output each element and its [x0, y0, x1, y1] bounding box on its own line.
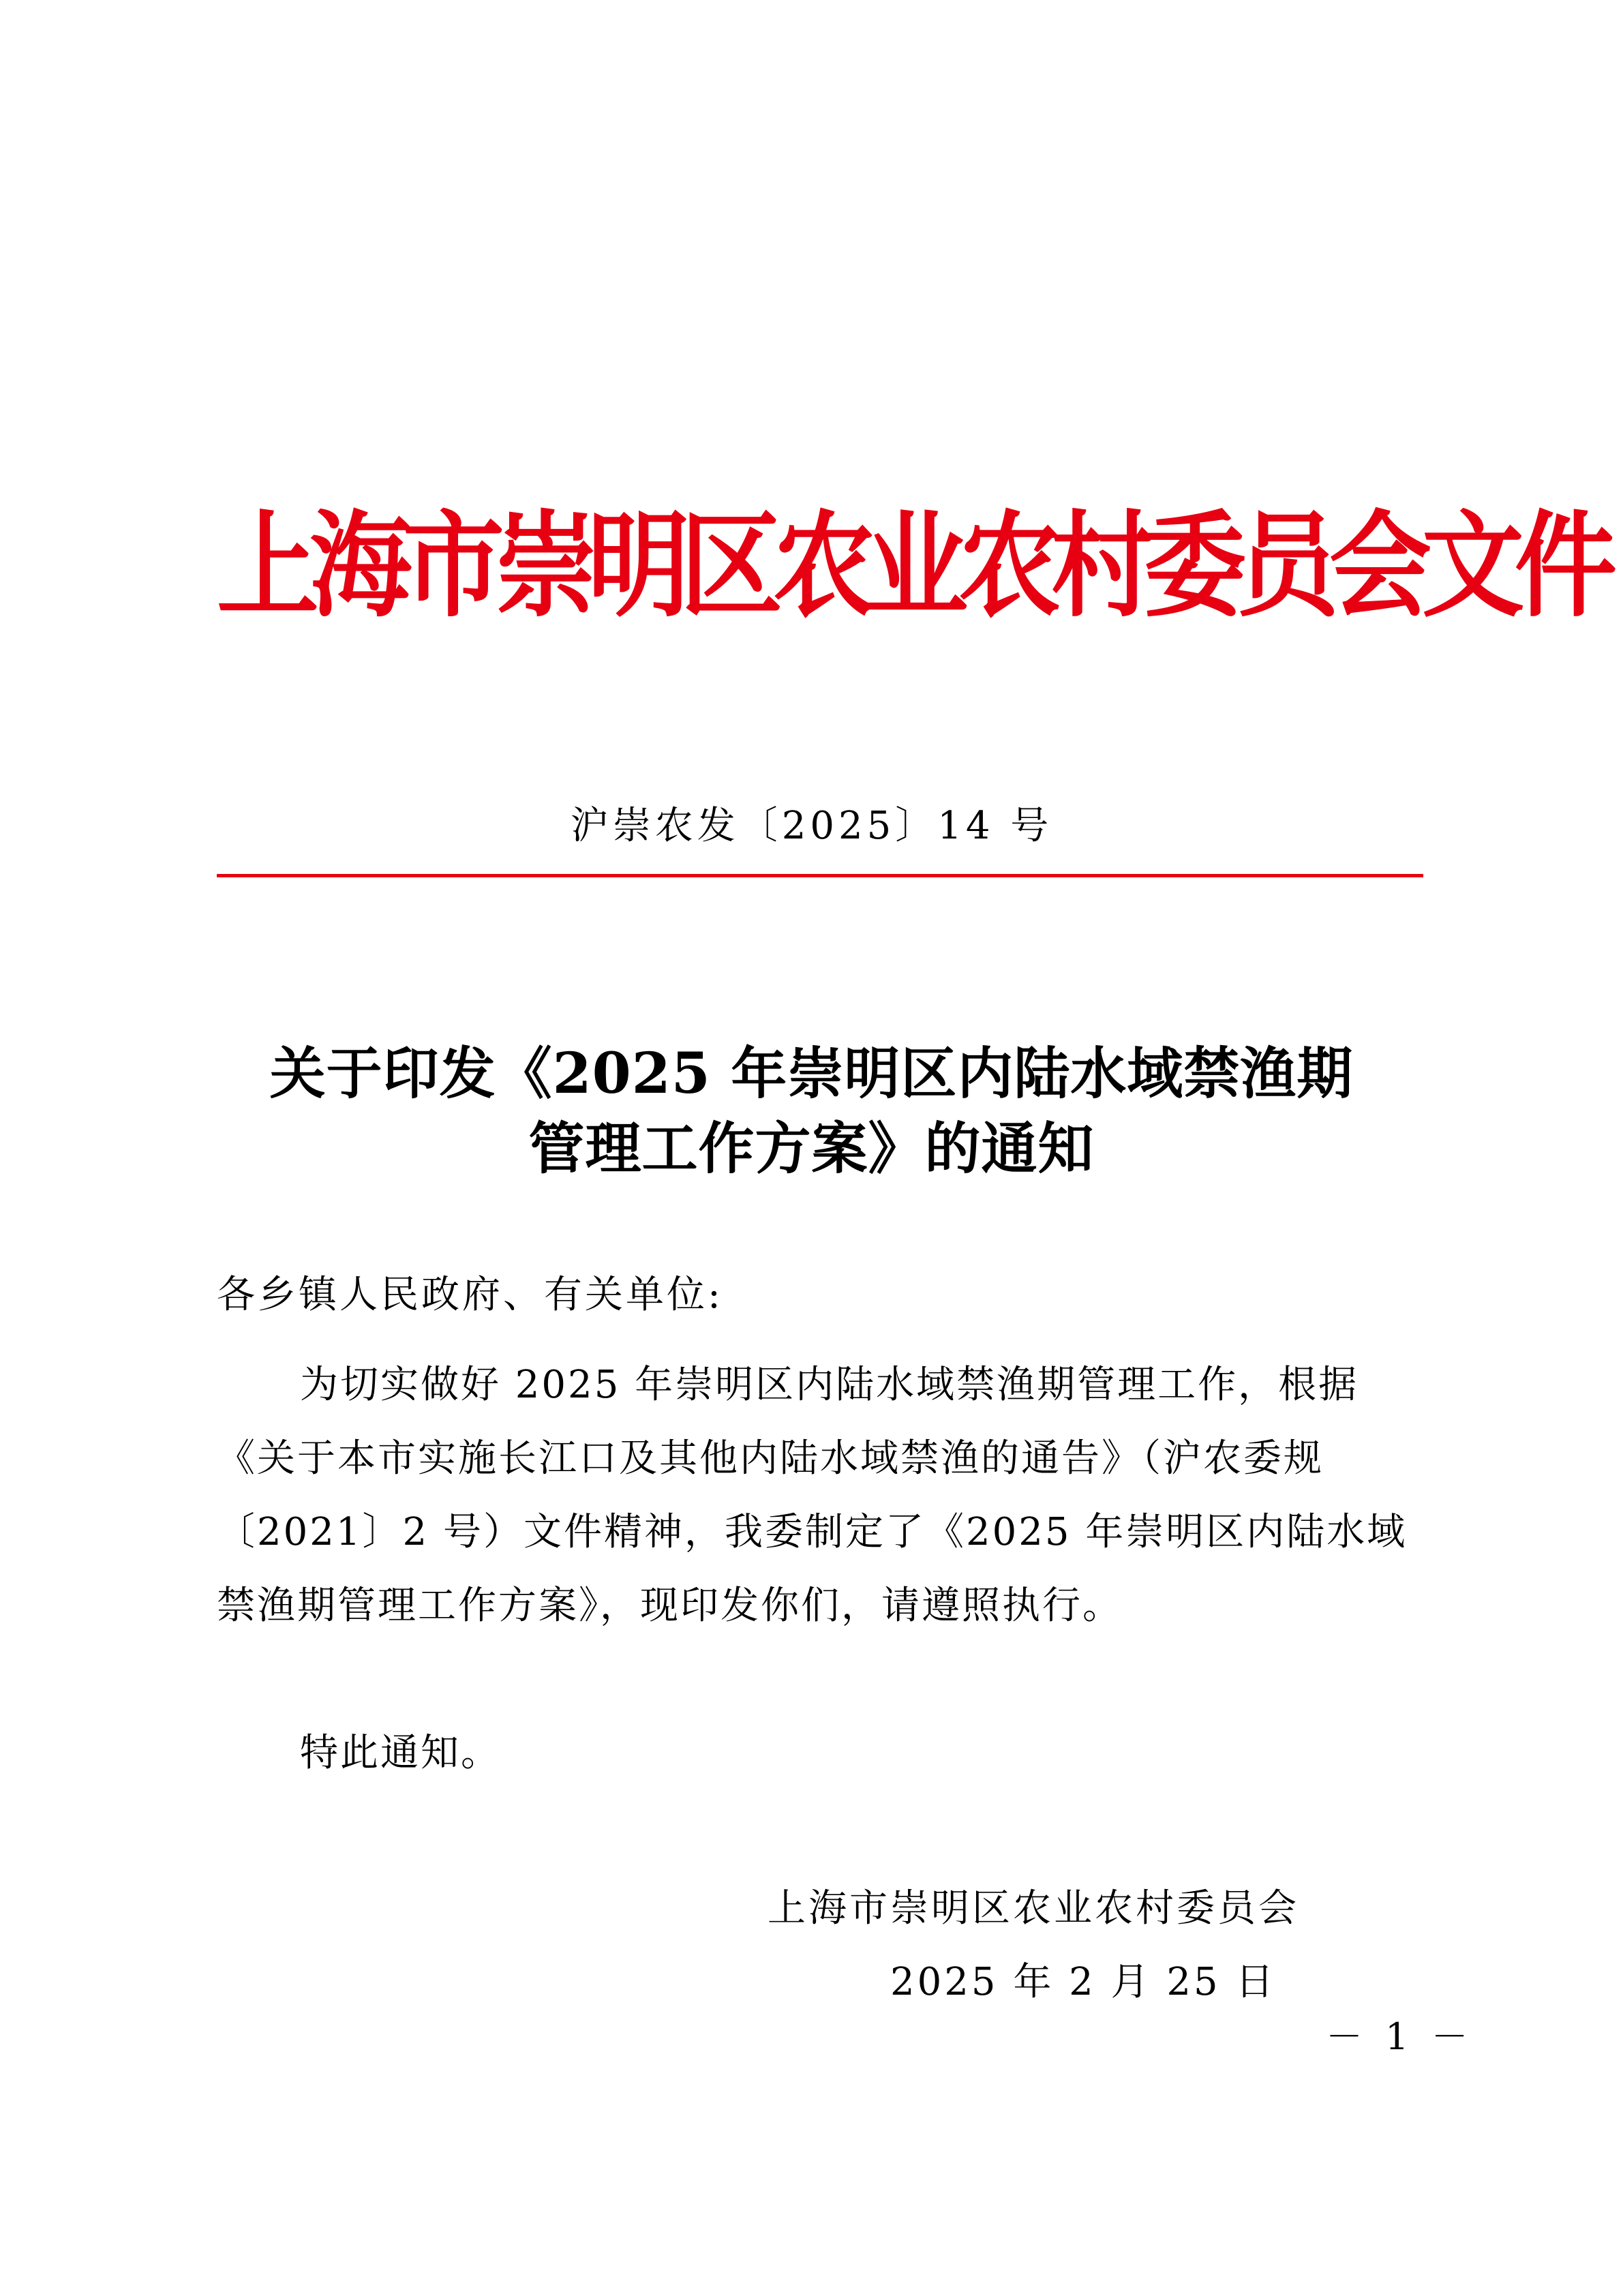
- notice-title-line-1: 关于印发《2025 年崇明区内陆水域禁渔期: [269, 1041, 1354, 1106]
- document-number: 沪崇农发〔2025〕14 号: [570, 804, 1053, 848]
- closing-line: 特此通知。: [300, 1731, 501, 1775]
- salutation: 各乡镇人民政府、有关单位:: [217, 1273, 723, 1317]
- masthead-title: 上海市崇明区农业农村委员会文件: [217, 498, 1608, 633]
- issuing-authority: 上海市崇明区农业农村委员会: [768, 1886, 1299, 1931]
- body-paragraph-line: 《关于本市实施长江口及其他内陆水域禁渔的通告》（沪农委规: [217, 1436, 1324, 1481]
- body-paragraph-line: 为切实做好 2025 年崇明区内陆水域禁渔期管理工作，根据: [300, 1363, 1359, 1407]
- red-separator-line: [217, 874, 1423, 877]
- notice-title-line-2: 管理工作方案》的通知: [528, 1116, 1095, 1181]
- body-paragraph-line: 禁渔期管理工作方案》，现印发你们，请遵照执行。: [217, 1584, 1123, 1628]
- issue-date: 2025 年 2 月 25 日: [890, 1960, 1277, 2004]
- body-paragraph-line: 〔2021〕2 号）文件精神，我委制定了《2025 年崇明区内陆水域: [217, 1510, 1408, 1554]
- page-number: － 1 －: [1326, 2015, 1474, 2058]
